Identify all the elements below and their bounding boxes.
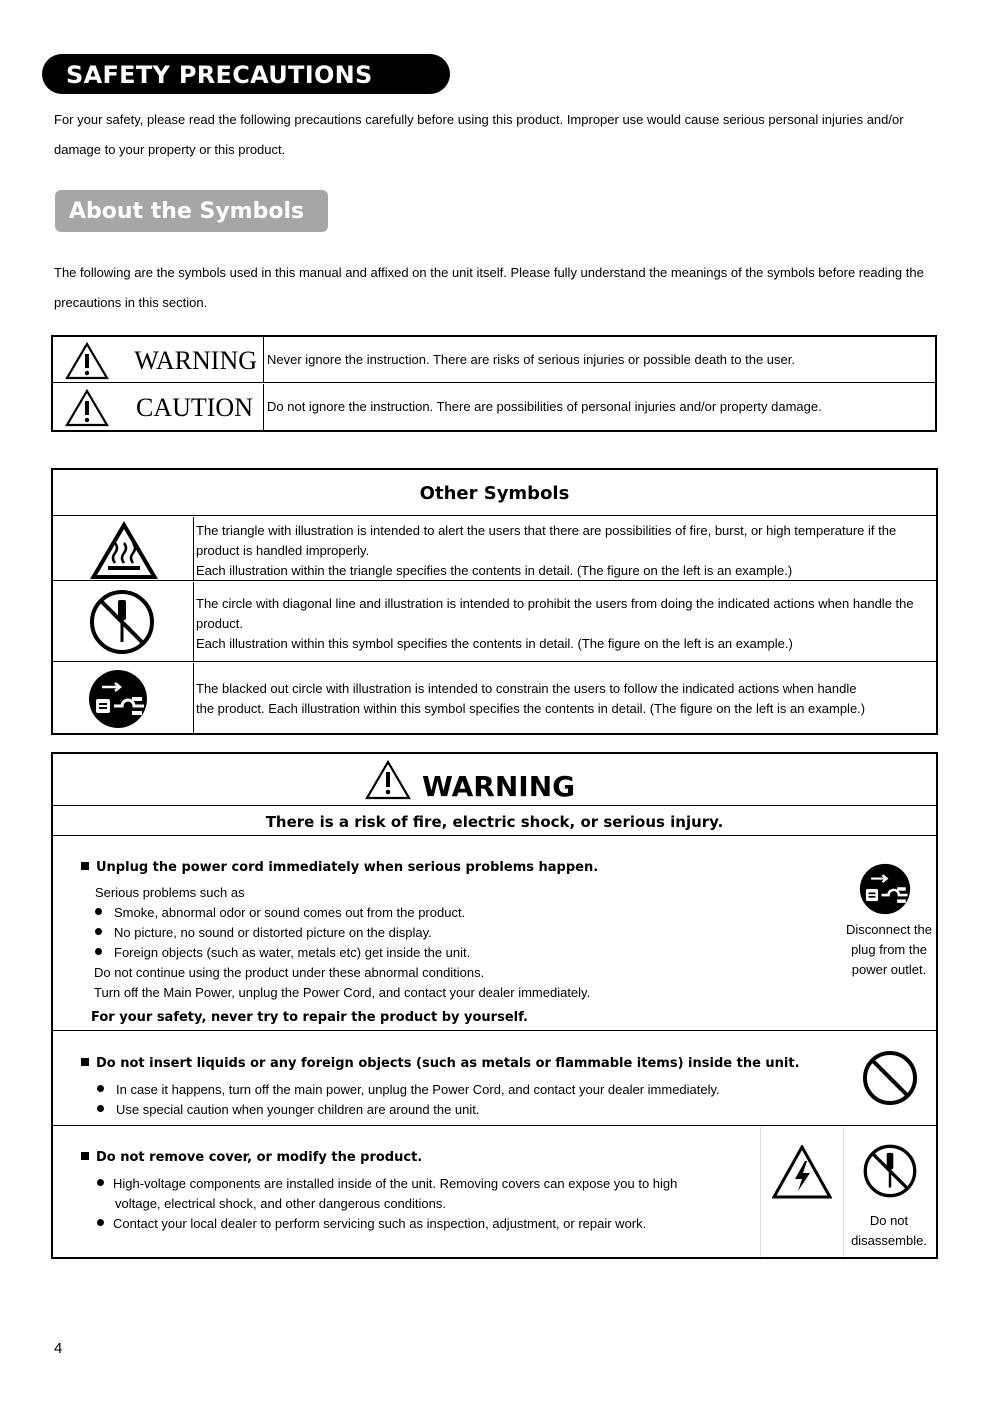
bullet-icon [97, 1105, 104, 1112]
page-title: SAFETY PRECAUTIONS [42, 54, 450, 94]
contact-dealer-note: Turn off the Main Power, unplug the Power Cord, and contact your dealer immediately. [94, 985, 591, 1000]
hot-surface-triangle-icon [88, 519, 160, 581]
list-item-text: Smoke, abnormal odor or sound comes out from the product. [114, 905, 466, 920]
bullet-icon [97, 1219, 104, 1226]
caption-line: plug from the [851, 942, 927, 957]
abnormal-conditions-note: Do not continue using the product under these abnormal conditions. [94, 965, 485, 980]
legend-row-caution [53, 384, 935, 430]
list-item-text: No picture, no sound or distorted picture on the display. [114, 925, 432, 940]
other-symbol-text-line: product is handled improperly. [196, 543, 370, 558]
warning-box [51, 752, 938, 1259]
list-item-text: Contact your local dealer to perform servicing such as inspection, adjustment, or repair work. [113, 1216, 647, 1231]
warning-triangle-icon [365, 760, 411, 800]
column-divider [760, 1127, 761, 1257]
symbol-legend-table [51, 335, 937, 432]
caption-line: Do not [869, 1213, 909, 1228]
electric-shock-triangle-icon [772, 1145, 832, 1199]
warning-header [53, 754, 936, 806]
other-symbol-text-triangle [196, 521, 936, 581]
other-symbol-text-mandatory [196, 679, 936, 719]
other-symbols-table [51, 468, 938, 735]
square-bullet-icon [81, 862, 89, 870]
warning-title: WARNING [422, 770, 576, 803]
section-heading-text: Do not remove cover, or modify the product. [96, 1150, 423, 1165]
list-item-text: High-voltage components are installed inside of the unit. Removing covers can expose you to high [113, 1176, 678, 1191]
unplug-caption [843, 920, 935, 980]
other-symbol-text-line: The circle with diagonal line and illustration is intended to prohibit the users from doing the indicated actions when handle the [196, 596, 914, 611]
prohibition-icon [862, 1050, 918, 1106]
section-heading [81, 1150, 422, 1165]
section-heading-text: Do not insert liquids or any foreign objects (such as metals or flammable items) inside the unit. [96, 1056, 800, 1071]
disassemble-caption [843, 1211, 935, 1251]
list-item-continuation: voltage, electrical shock, and other dangerous conditions. [115, 1196, 446, 1211]
other-symbol-text-line: Each illustration within the triangle specifies the contents in detail. (The figure on the left is an example.) [196, 563, 793, 578]
bullet-icon [97, 1179, 104, 1186]
section-heading-text: Unplug the power cord immediately when serious problems happen. [96, 860, 599, 875]
legend-word-warning: WARNING [134, 346, 257, 375]
square-bullet-icon [81, 1152, 89, 1160]
list-item-text: In case it happens, turn off the main power, unplug the Power Cord, and contact your dealer immediately. [116, 1082, 720, 1097]
other-symbol-text-prohibition [196, 594, 936, 654]
other-symbol-text-line: The blacked out circle with illustration is intended to constrain the users to follow the indicated actions when handle [196, 681, 857, 696]
other-symbol-text-line: product. [196, 616, 243, 631]
bullet-icon [95, 908, 102, 915]
bullet-icon [95, 948, 102, 955]
warning-subtitle: There is a risk of fire, electric shock, or serious injury. [53, 806, 936, 836]
other-symbol-row-prohibition [53, 582, 936, 662]
prohibited-disassembly-icon [88, 588, 156, 656]
legend-word-caution: CAUTION [136, 393, 253, 422]
warning-section-unplug [53, 837, 936, 1031]
other-symbol-row-mandatory [53, 663, 936, 733]
other-symbols-title: Other Symbols [53, 470, 936, 516]
intro-line-1: For your safety, please read the following precautions carefully before using this product. Improper use would cause serious personal injuries and/or [54, 112, 904, 127]
unplug-mandatory-icon [859, 863, 911, 915]
list-item [95, 943, 470, 963]
warning-section-foreign-objects [53, 1032, 936, 1126]
list-item [97, 1174, 677, 1194]
page-number: 4 [54, 1340, 63, 1357]
other-symbol-text-line: the product. Each illustration within this symbol specifies the contents in detail. (The figure on the left is an example.) [196, 701, 866, 716]
section-heading [81, 1056, 800, 1071]
other-symbol-row-triangle [53, 517, 936, 581]
about-line-2: precautions in this section. [54, 295, 208, 310]
list-item [97, 1080, 720, 1100]
bullet-icon [97, 1085, 104, 1092]
warning-section-cover [53, 1127, 936, 1257]
bullet-icon [95, 928, 102, 935]
caution-triangle-icon [65, 389, 109, 427]
list-item [97, 1100, 480, 1120]
list-item-text: Foreign objects (such as water, metals etc) get inside the unit. [114, 945, 471, 960]
legend-row-warning [53, 337, 935, 383]
about-line-1: The following are the symbols used in this manual and affixed on the unit itself. Please fully understand the meanings of the symbols before reading the [54, 265, 924, 280]
section-title-about-symbols: About the Symbols [55, 190, 328, 232]
caption-line: power outlet. [851, 962, 927, 977]
legend-desc-caution: Do not ignore the instruction. There are possibilities of personal injuries and/or property damage. [267, 399, 822, 414]
unplug-mandatory-icon [88, 669, 148, 729]
serious-problems-intro: Serious problems such as [95, 885, 245, 900]
caption-line: Disconnect the [846, 922, 932, 937]
square-bullet-icon [81, 1058, 89, 1066]
list-item [95, 903, 465, 923]
warning-triangle-icon [65, 342, 109, 380]
other-symbol-text-line: Each illustration within this symbol specifies the contents in detail. (The figure on the left is an example.) [196, 636, 793, 651]
list-item [95, 923, 432, 943]
list-item [97, 1214, 646, 1234]
prohibited-disassembly-icon [862, 1143, 918, 1199]
section-heading [81, 860, 598, 875]
legend-desc-warning: Never ignore the instruction. There are risks of serious injuries or possible death to the user. [267, 352, 795, 367]
caption-line: disassemble. [851, 1233, 927, 1248]
list-item-text: Use special caution when younger children are around the unit. [116, 1102, 480, 1117]
other-symbol-text-line: The triangle with illustration is intended to alert the users that there are possibilities of fire, burst, or high temperature if the [196, 523, 897, 538]
intro-line-2: damage to your property or this product. [54, 142, 286, 157]
never-repair-note: For your safety, never try to repair the product by yourself. [91, 1010, 528, 1025]
